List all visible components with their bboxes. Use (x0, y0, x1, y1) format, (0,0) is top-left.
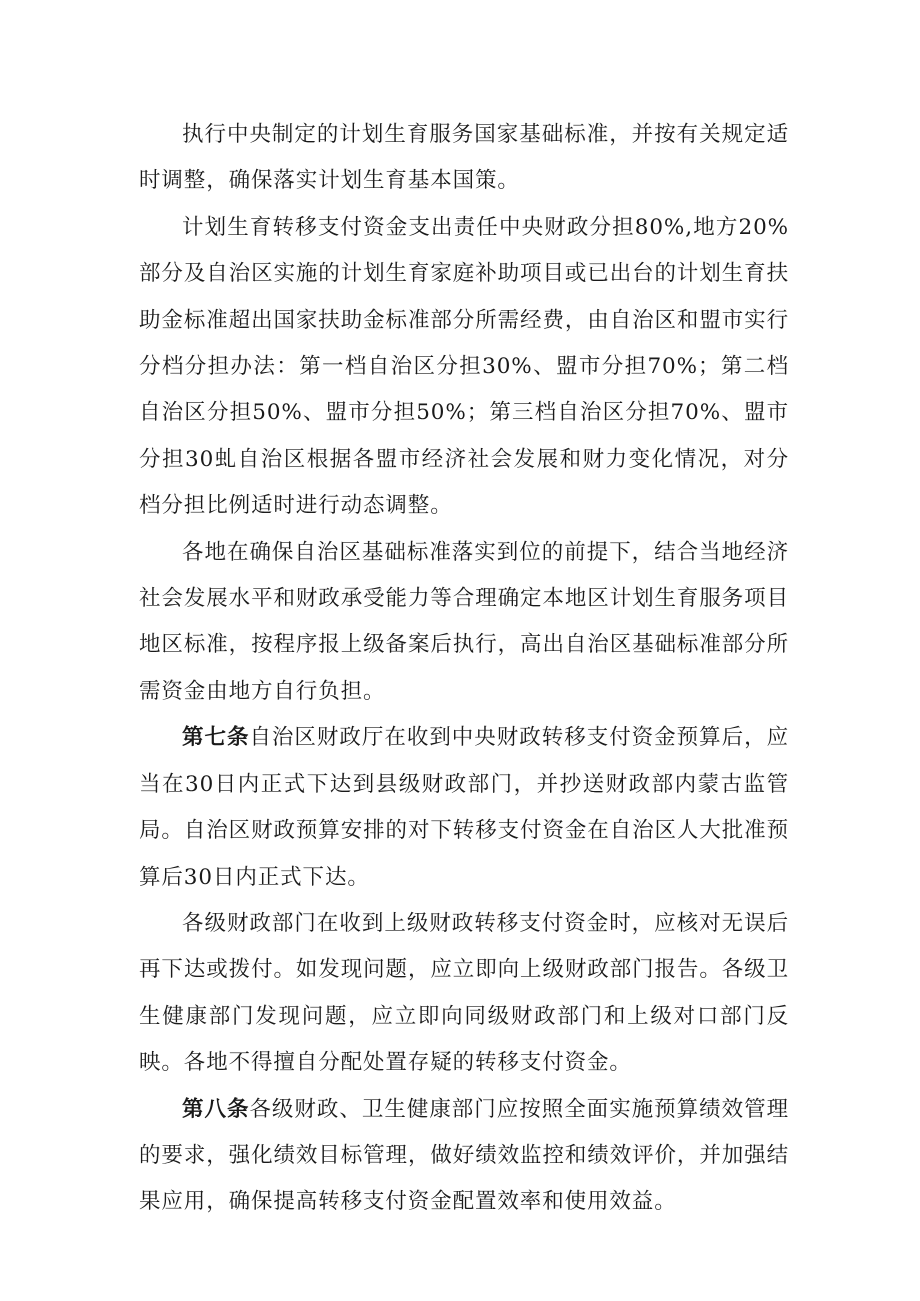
paragraph-3-text: 各地在确保自治区基础标准落实到位的前提下，结合当地经济社会发展水平和财政承受能力等合理确定本地区计划生育服务项目地区标准，按程序报上级备案后执行，高出自治区基础标准部分所需资金由地方自行负担。 (139, 539, 789, 704)
article-7-paragraph (139, 715, 789, 901)
document-body (139, 112, 789, 1226)
paragraph-3 (139, 530, 789, 716)
paragraph-2-text: 计划生育转移支付资金支出责任中央财政分担80%,地方20%部分及自治区实施的计划生育家庭补助项目或已出台的计划生育扶助金标准超出国家扶助金标准部分所需经费，由自治区和盟市实行分档分担办法：第一档自治区分担30%、盟市分担70%；第二档自治区分担50%、盟市分担50%；第三档自治区分担70%、盟市分担30虬自治区根据各盟市经济社会发展和财力变化情况，对分档分担比例适时进行动态调整。 (139, 214, 789, 519)
paragraph-2 (139, 205, 789, 530)
article-8-label: 第八条 (182, 1096, 250, 1122)
paragraph-5-text: 各级财政部门在收到上级财政转移支付资金时，应核对无误后再下达或拨付。如发现问题，应立即向上级财政部门报告。各级卫生健康部门发现问题，应立即向同级财政部门和上级对口部门反映。各地不得擅自分配处置存疑的转移支付资金。 (139, 910, 789, 1076)
article-7-label: 第七条 (182, 725, 250, 751)
article-8-paragraph (139, 1087, 789, 1226)
article-8-text: 各级财政、卫生健康部门应按照全面实施预算绩效管理的要求，强化绩效目标管理，做好绩效监控和绩效评价，并加强结果应用，确保提高转移支付资金配置效率和使用效益。 (139, 1096, 789, 1215)
paragraph-1-text: 执行中央制定的计划生育服务国家基础标准，并按有关规定适时调整，确保落实计划生育基本国策。 (139, 122, 789, 194)
paragraph-5 (139, 901, 789, 1087)
paragraph-1 (139, 112, 789, 205)
article-7-text: 自治区财政厅在收到中央财政转移支付资金预算后，应当在30日内正式下达到县级财政部门，并抄送财政部内蒙古监管局。自治区财政预算安排的对下转移支付资金在自治区人大批准预算后30日内正式下达。 (139, 725, 789, 890)
